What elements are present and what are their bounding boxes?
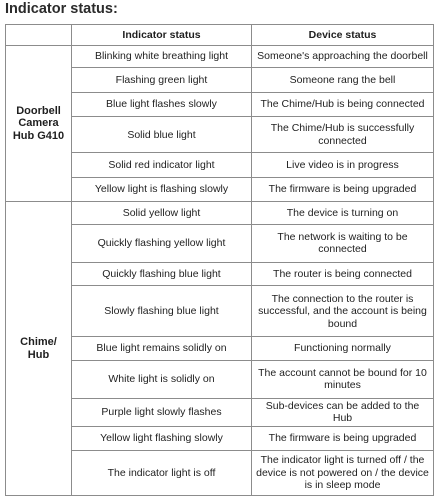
device-status-cell: Live video is in progress: [252, 153, 434, 177]
indicator-cell: Blue light remains solidly on: [72, 337, 252, 360]
device-status-cell: The device is turning on: [252, 202, 434, 224]
indicator-cell: Flashing green light: [72, 68, 252, 92]
indicator-cell: Quickly flashing blue light: [72, 262, 252, 285]
device-group-chime-hub: Chime/ Hub: [6, 202, 72, 496]
indicator-status-table: [5, 24, 434, 496]
indicator-cell: Solid red indicator light: [72, 153, 252, 177]
table-row: [6, 202, 434, 224]
indicator-cell: Slowly flashing blue light: [72, 286, 252, 337]
device-group-doorbell: Doorbell Camera Hub G410: [6, 46, 72, 202]
indicator-cell: Solid yellow light: [72, 202, 252, 224]
device-status-cell: Sub-devices can be added to the Hub: [252, 399, 434, 427]
device-status-cell: Someone's approaching the doorbell: [252, 46, 434, 68]
indicator-cell: White light is solidly on: [72, 360, 252, 398]
indicator-cell: Quickly flashing yellow light: [72, 224, 252, 262]
device-status-cell: The firmware is being upgraded: [252, 177, 434, 201]
header-device-status: Device status: [252, 25, 434, 46]
device-status-cell: The firmware is being upgraded: [252, 426, 434, 450]
header-group: [6, 25, 72, 46]
indicator-cell: Blue light flashes slowly: [72, 92, 252, 116]
device-status-cell: The Chime/Hub is successfully connected: [252, 117, 434, 153]
page-title: Indicator status:: [5, 1, 118, 17]
device-status-cell: The account cannot be bound for 10 minutes: [252, 360, 434, 398]
table-header-row: [6, 25, 434, 46]
header-indicator-status: Indicator status: [72, 25, 252, 46]
device-status-cell: The connection to the router is successful, and the account is being bound: [252, 286, 434, 337]
indicator-cell: Yellow light is flashing slowly: [72, 177, 252, 201]
indicator-cell: Blinking white breathing light: [72, 46, 252, 68]
device-status-cell: The Chime/Hub is being connected: [252, 92, 434, 116]
device-status-cell: The indicator light is turned off / the device is not powered on / the device is in sleep mode: [252, 451, 434, 496]
indicator-cell: Solid blue light: [72, 117, 252, 153]
indicator-cell: Yellow light flashing slowly: [72, 426, 252, 450]
device-status-cell: The network is waiting to be connected: [252, 224, 434, 262]
table-row: [6, 46, 434, 68]
indicator-cell: The indicator light is off: [72, 451, 252, 496]
device-status-cell: The router is being connected: [252, 262, 434, 285]
device-status-cell: Someone rang the bell: [252, 68, 434, 92]
device-status-cell: Functioning normally: [252, 337, 434, 360]
indicator-cell: Purple light slowly flashes: [72, 399, 252, 427]
